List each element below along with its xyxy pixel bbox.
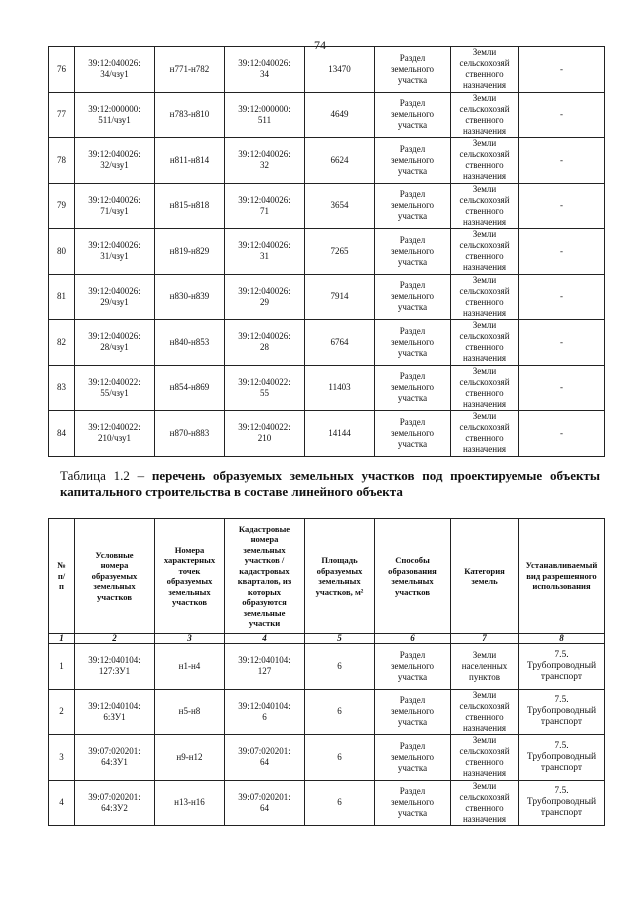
cell-permitted-use: - — [519, 92, 605, 138]
cell-permitted-use: - — [519, 411, 605, 457]
cell-cadastral-number: 39:12:040026: 32 — [225, 138, 305, 184]
cell-formation-method: Раздел земельного участка — [375, 644, 451, 690]
header-area: Площадь образуемых земельных участков, м² — [305, 519, 375, 634]
cell-area: 6 — [305, 644, 375, 690]
cell-permitted-use: - — [519, 183, 605, 229]
cell-boundary-points: н783-н810 — [155, 92, 225, 138]
header-row-number: № п/ п — [49, 519, 75, 634]
cell-land-category: Земли сельскохозяй ственного назначения — [451, 47, 519, 93]
cell-cadastral-number: 39:12:040104: 127 — [225, 644, 305, 690]
cell-cadastral-number: 39:12:040026: 28 — [225, 320, 305, 366]
header-formation-method: Способы образования земельных участков — [375, 519, 451, 634]
cell-conditional-number: 39:12:040022: 210/чзу1 — [75, 411, 155, 457]
cell-conditional-number: 39:07:020201: 64:ЗУ2 — [75, 780, 155, 826]
column-number-row — [49, 634, 605, 644]
cell-boundary-points: н830-н839 — [155, 274, 225, 320]
cell-conditional-number: 39:12:040026: 34/чзу1 — [75, 47, 155, 93]
cell-boundary-points: н9-н12 — [155, 735, 225, 781]
cell-formation-method: Раздел земельного участка — [375, 229, 451, 275]
cell-formation-method: Раздел земельного участка — [375, 780, 451, 826]
cell-permitted-use: - — [519, 47, 605, 93]
cell-boundary-points: н13-н16 — [155, 780, 225, 826]
cell-boundary-points: н1-н4 — [155, 644, 225, 690]
page-number: 74 — [314, 38, 326, 52]
cell-land-category: Земли населенных пунктов — [451, 644, 519, 690]
column-number: 1 — [49, 634, 75, 644]
cell-area: 6 — [305, 689, 375, 735]
cell-row-number: 79 — [49, 183, 75, 229]
header-row — [49, 519, 605, 634]
cell-row-number: 83 — [49, 365, 75, 411]
cell-permitted-use: - — [519, 320, 605, 366]
cell-boundary-points: н819-н829 — [155, 229, 225, 275]
cell-cadastral-number: 39:12:040022: 210 — [225, 411, 305, 457]
cell-cadastral-number: 39:12:040026: 71 — [225, 183, 305, 229]
cell-area: 6764 — [305, 320, 375, 366]
cell-conditional-number: 39:12:040026: 31/чзу1 — [75, 229, 155, 275]
cell-conditional-number: 39:12:040022: 55/чзу1 — [75, 365, 155, 411]
cell-permitted-use: 7.5. Трубопроводный транспорт — [519, 780, 605, 826]
table-row — [49, 644, 605, 690]
column-number: 6 — [375, 634, 451, 644]
cell-conditional-number: 39:12:040026: 32/чзу1 — [75, 138, 155, 184]
table-caption — [60, 468, 600, 500]
cell-row-number: 78 — [49, 138, 75, 184]
cell-conditional-number: 39:12:040026: 71/чзу1 — [75, 183, 155, 229]
cell-row-number: 4 — [49, 780, 75, 826]
cell-cadastral-number: 39:12:040026: 31 — [225, 229, 305, 275]
table-row — [49, 780, 605, 826]
cell-area: 4649 — [305, 92, 375, 138]
header-cadastral-number: Кадастровые номера земельных участков / кадастровых кварталов, из которых образуются земельные участки — [225, 519, 305, 634]
cell-area: 7914 — [305, 274, 375, 320]
cell-permitted-use: - — [519, 229, 605, 275]
cell-permitted-use: 7.5. Трубопроводный транспорт — [519, 689, 605, 735]
cell-area: 6624 — [305, 138, 375, 184]
cell-area: 11403 — [305, 365, 375, 411]
cell-boundary-points: н771-н782 — [155, 47, 225, 93]
cell-cadastral-number: 39:07:020201: 64 — [225, 780, 305, 826]
cell-boundary-points: н870-н883 — [155, 411, 225, 457]
cell-conditional-number: 39:07:020201: 64:ЗУ1 — [75, 735, 155, 781]
cell-boundary-points: н815-н818 — [155, 183, 225, 229]
parcel-table-continued — [48, 46, 605, 457]
cell-row-number: 2 — [49, 689, 75, 735]
cell-land-category: Земли сельскохозяй ственного назначения — [451, 735, 519, 781]
cell-formation-method: Раздел земельного участка — [375, 92, 451, 138]
cell-land-category: Земли сельскохозяй ственного назначения — [451, 183, 519, 229]
cell-permitted-use: 7.5. Трубопроводный транспорт — [519, 735, 605, 781]
cell-land-category: Земли сельскохозяй ственного назначения — [451, 274, 519, 320]
cell-cadastral-number: 39:07:020201: 64 — [225, 735, 305, 781]
cell-row-number: 84 — [49, 411, 75, 457]
cell-conditional-number: 39:12:040026: 29/чзу1 — [75, 274, 155, 320]
cell-land-category: Земли сельскохозяй ственного назначения — [451, 138, 519, 184]
cell-cadastral-number: 39:12:040022: 55 — [225, 365, 305, 411]
header-permitted-use: Устанавливаемый вид разрешенного использования — [519, 519, 605, 634]
cell-land-category: Земли сельскохозяй ственного назначения — [451, 365, 519, 411]
cell-conditional-number: 39:12:040104: 6:ЗУ1 — [75, 689, 155, 735]
cell-formation-method: Раздел земельного участка — [375, 689, 451, 735]
cell-area: 13470 — [305, 47, 375, 93]
cell-land-category: Земли сельскохозяй ственного назначения — [451, 320, 519, 366]
cell-row-number: 81 — [49, 274, 75, 320]
cell-cadastral-number: 39:12:000000: 511 — [225, 92, 305, 138]
formed-parcels-table — [48, 518, 605, 826]
table-row — [49, 138, 605, 184]
table-row — [49, 92, 605, 138]
table-row — [49, 411, 605, 457]
column-number: 4 — [225, 634, 305, 644]
table-row — [49, 689, 605, 735]
cell-land-category: Земли сельскохозяй ственного назначения — [451, 780, 519, 826]
cell-permitted-use: - — [519, 274, 605, 320]
cell-row-number: 80 — [49, 229, 75, 275]
cell-formation-method: Раздел земельного участка — [375, 274, 451, 320]
cell-land-category: Земли сельскохозяй ственного назначения — [451, 411, 519, 457]
table-row — [49, 365, 605, 411]
cell-area: 6 — [305, 735, 375, 781]
cell-permitted-use: 7.5. Трубопроводный транспорт — [519, 644, 605, 690]
table-row — [49, 183, 605, 229]
cell-formation-method: Раздел земельного участка — [375, 183, 451, 229]
table-row — [49, 320, 605, 366]
header-boundary-points: Номера характерных точек образуемых земельных участков — [155, 519, 225, 634]
cell-boundary-points: н840-н853 — [155, 320, 225, 366]
cell-row-number: 77 — [49, 92, 75, 138]
cell-boundary-points: н854-н869 — [155, 365, 225, 411]
table-row — [49, 47, 605, 93]
column-number: 8 — [519, 634, 605, 644]
column-number: 7 — [451, 634, 519, 644]
cell-land-category: Земли сельскохозяй ственного назначения — [451, 689, 519, 735]
header-land-category: Категория земель — [451, 519, 519, 634]
table-row — [49, 229, 605, 275]
header-conditional-number: Условные номера образуемых земельных участков — [75, 519, 155, 634]
cell-conditional-number: 39:12:000000: 511/чзу1 — [75, 92, 155, 138]
cell-permitted-use: - — [519, 138, 605, 184]
caption-lead: Таблица 1.2 – — [60, 468, 145, 483]
cell-row-number: 76 — [49, 47, 75, 93]
cell-formation-method: Раздел земельного участка — [375, 138, 451, 184]
cell-land-category: Земли сельскохозяй ственного назначения — [451, 92, 519, 138]
cell-area: 7265 — [305, 229, 375, 275]
cell-conditional-number: 39:12:040026: 28/чзу1 — [75, 320, 155, 366]
cell-area: 6 — [305, 780, 375, 826]
cell-row-number: 82 — [49, 320, 75, 366]
cell-boundary-points: н811-н814 — [155, 138, 225, 184]
cell-formation-method: Раздел земельного участка — [375, 320, 451, 366]
column-number: 3 — [155, 634, 225, 644]
cell-formation-method: Раздел земельного участка — [375, 411, 451, 457]
cell-area: 14144 — [305, 411, 375, 457]
table-row — [49, 735, 605, 781]
cell-formation-method: Раздел земельного участка — [375, 47, 451, 93]
cell-row-number: 1 — [49, 644, 75, 690]
cell-land-category: Земли сельскохозяй ственного назначения — [451, 229, 519, 275]
caption-text: перечень образуемых земельных участков под проектируемые объекты капитального строительства в составе линейного объекта — [60, 468, 600, 499]
cell-formation-method: Раздел земельного участка — [375, 735, 451, 781]
cell-conditional-number: 39:12:040104: 127:ЗУ1 — [75, 644, 155, 690]
cell-cadastral-number: 39:12:040104: 6 — [225, 689, 305, 735]
cell-cadastral-number: 39:12:040026: 29 — [225, 274, 305, 320]
cell-row-number: 3 — [49, 735, 75, 781]
table-row — [49, 274, 605, 320]
cell-cadastral-number: 39:12:040026: 34 — [225, 47, 305, 93]
cell-permitted-use: - — [519, 365, 605, 411]
cell-area: 3654 — [305, 183, 375, 229]
column-number: 5 — [305, 634, 375, 644]
cell-boundary-points: н5-н8 — [155, 689, 225, 735]
column-number: 2 — [75, 634, 155, 644]
cell-formation-method: Раздел земельного участка — [375, 365, 451, 411]
